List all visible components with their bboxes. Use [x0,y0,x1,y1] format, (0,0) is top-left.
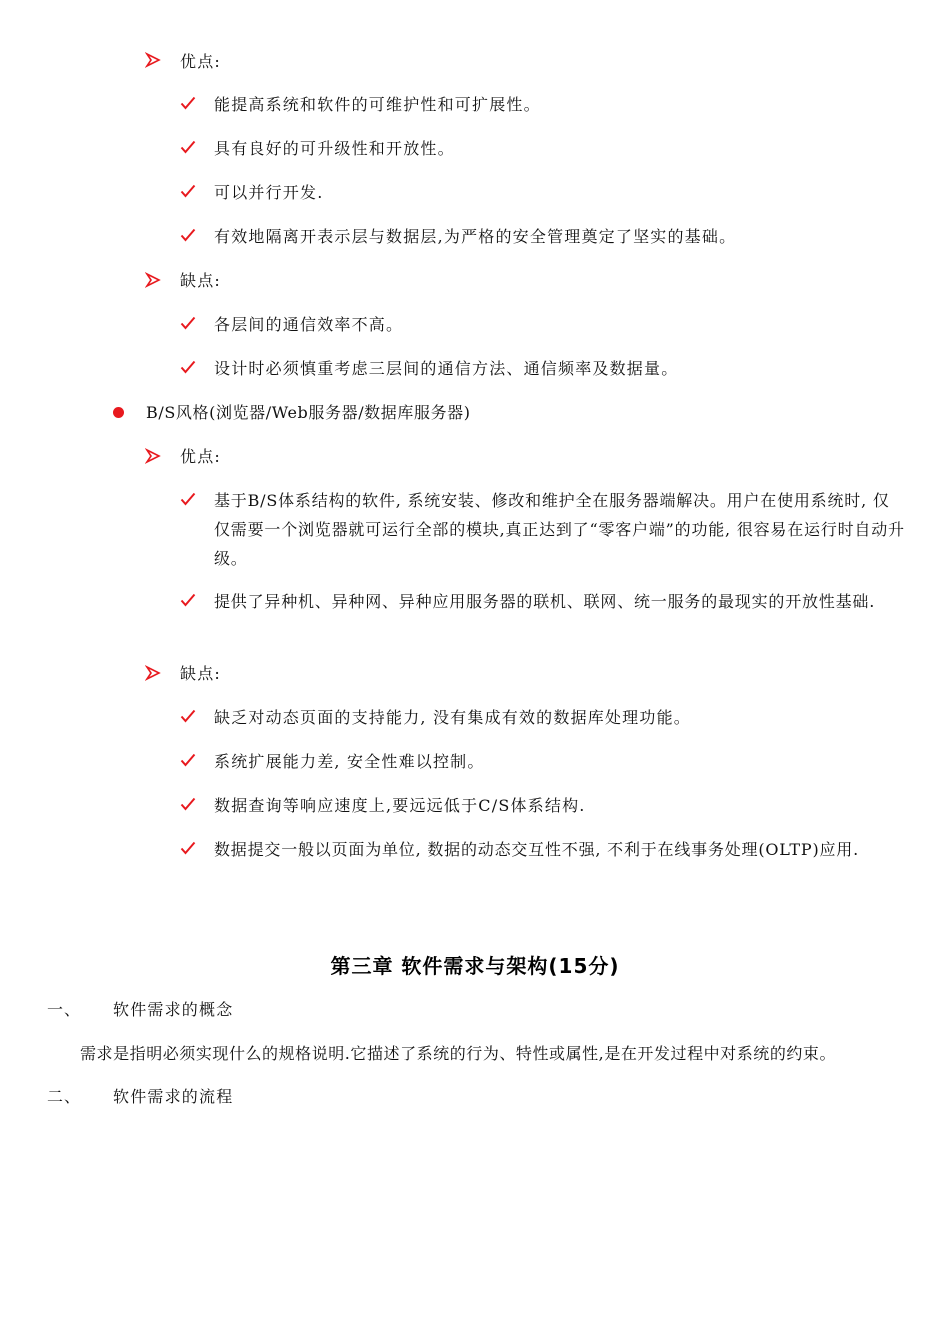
check-bullet-icon [180,315,200,335]
section-number: 二、 [47,1087,82,1106]
bs-heading: B/S风格(浏览器/Web服务器/数据库服务器) [146,403,471,422]
section-title: 软件需求的流程 [113,1087,234,1106]
arrow-bullet-icon [145,665,165,685]
arrow-bullet-icon [145,272,165,292]
check-bullet-icon [180,227,200,247]
cs-pros-label: 优点: [180,52,221,71]
section-title: 软件需求的概念 [113,1000,234,1019]
bs-pro-item: 提供了异种机、异种网、异种应用服务器的联机、联网、统一服务的最现实的开放性基础. [214,592,876,611]
check-bullet-icon [180,359,200,379]
cs-con-item: 各层间的通信效率不高。 [214,315,404,334]
section-number: 一、 [47,1000,82,1019]
check-bullet-icon [180,752,200,772]
check-bullet-icon [180,139,200,159]
cs-con-item: 设计时必须慎重考虑三层间的通信方法、通信频率及数据量。 [214,359,679,378]
cs-cons-label: 缺点: [180,271,221,290]
check-bullet-icon [180,708,200,728]
cs-pro-item: 可以并行开发. [214,183,324,202]
cs-pro-item: 有效地隔离开表示层与数据层,为严格的安全管理奠定了坚实的基础。 [214,227,737,246]
cs-pro-item: 具有良好的可升级性和开放性。 [214,139,455,158]
bs-pros-label: 优点: [180,447,221,466]
bs-con-item: 缺乏对动态页面的支持能力, 没有集成有效的数据库处理功能。 [214,708,691,727]
chapter-title: 第三章 软件需求与架构(15分) [330,954,620,978]
arrow-bullet-icon [145,448,165,468]
definition-paragraph: 需求是指明必须实现什么的规格说明.它描述了系统的行为、特性或属性,是在开发过程中对系统的约束。 [80,1044,837,1063]
round-bullet-icon [113,407,124,418]
check-bullet-icon [180,796,200,816]
bs-cons-label: 缺点: [180,664,221,683]
arrow-bullet-icon [145,52,165,72]
bs-pro-item: 基于B/S体系结构的软件, 系统安装、修改和维护全在服务器端解决。用户在使用系统时, 仅仅需要一个浏览器就可运行全部的模块,真正达到了“零客户端”的功能, 很容易在运行时自动升级。 [214,491,905,568]
bs-con-item: 系统扩展能力差, 安全性难以控制。 [214,752,485,771]
cs-pro-item: 能提高系统和软件的可维护性和可扩展性。 [214,95,541,114]
check-bullet-icon [180,840,200,860]
bs-con-item: 数据查询等响应速度上,要远远低于C/S体系结构. [214,796,586,815]
check-bullet-icon [180,592,200,612]
bs-con-item: 数据提交一般以页面为单位, 数据的动态交互性不强, 不利于在线事务处理(OLTP)应用. [214,840,859,859]
check-bullet-icon [180,491,200,511]
check-bullet-icon [180,183,200,203]
check-bullet-icon [180,95,200,115]
